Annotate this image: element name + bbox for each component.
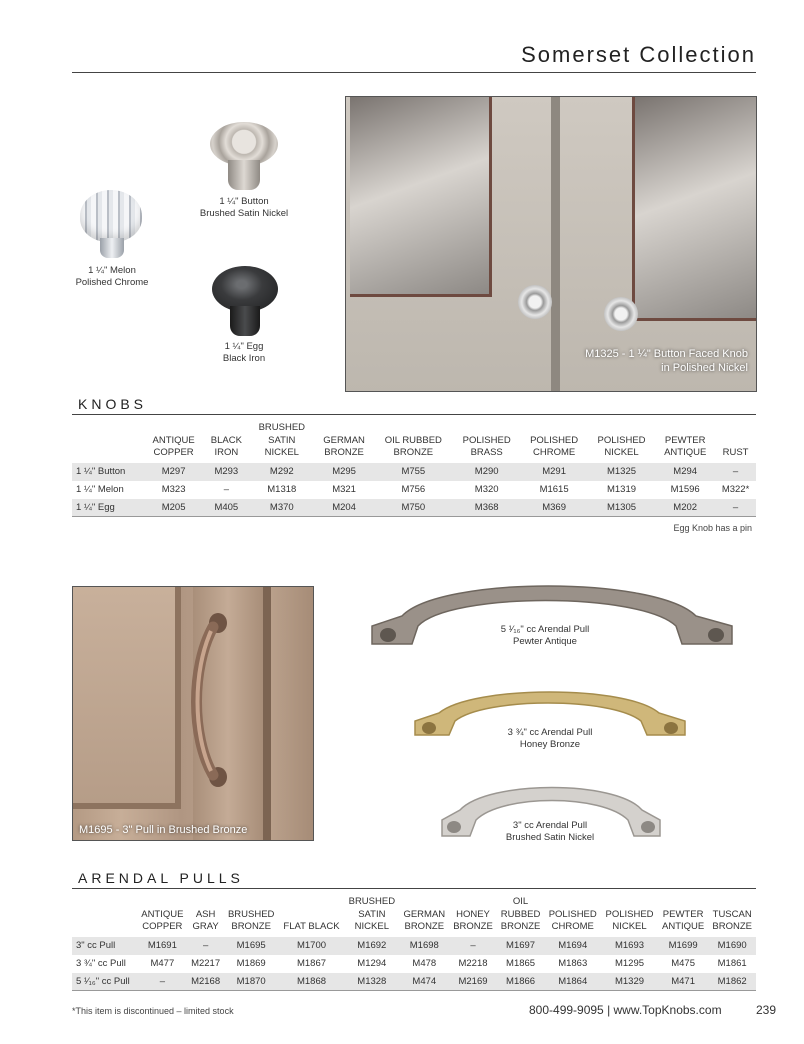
part-number-cell: – — [137, 973, 187, 991]
part-number-cell: M475 — [671, 958, 695, 969]
knobs-column-header: BRUSHED SATIN NICKEL — [258, 422, 306, 458]
part-number-cell: M1700 — [279, 937, 345, 955]
pulls-column-header: FLAT BLACK — [283, 921, 340, 932]
table-row — [72, 973, 756, 991]
part-number-cell: M756 — [401, 484, 426, 495]
part-number-cell: M297 — [144, 463, 204, 481]
row-label: 1 ¼" Melon — [76, 484, 124, 495]
cabinet-knob-photo — [345, 96, 757, 392]
part-number-cell: M294 — [655, 463, 715, 481]
pulls-column-header: BRUSHED SATIN NICKEL — [348, 896, 396, 932]
nickel-pull-size: 3" cc Arendal Pull — [512, 820, 588, 831]
honey-pull-finish: Honey Bronze — [519, 739, 581, 750]
row-label: 5 ¹⁄₁₆" cc Pull — [72, 973, 137, 991]
part-number-cell: M320 — [474, 484, 499, 495]
table-row — [72, 463, 756, 481]
knobs-header-blank — [72, 422, 144, 463]
knobs-column-header: OIL RUBBED BRONZE — [384, 434, 442, 458]
part-number-cell: M2218 — [458, 958, 488, 969]
knobs-column-header: POLISHED CHROME — [530, 434, 579, 458]
table-row — [72, 937, 756, 955]
part-number-cell: – — [223, 484, 229, 495]
button-knob-caption — [194, 196, 294, 220]
part-number-cell: M295 — [314, 463, 373, 481]
melon-knob-finish: Polished Chrome — [75, 277, 149, 288]
part-number-cell: M370 — [249, 499, 314, 517]
pulls-heading: ARENDAL PULLS — [78, 870, 244, 886]
part-number-cell: M1698 — [399, 937, 449, 955]
pull-in-photo — [73, 587, 314, 841]
photo-caption-line-2: in Polished Nickel — [661, 362, 748, 374]
part-number-cell: M1329 — [601, 973, 658, 991]
egg-knob-finish: Black Iron — [222, 353, 266, 364]
part-number-cell: M405 — [204, 499, 250, 517]
part-number-cell: M1867 — [296, 958, 327, 969]
pewter-pull-size: 5 ¹⁄₁₆" cc Arendal Pull — [500, 624, 590, 635]
part-number-cell: M2169 — [449, 973, 497, 991]
part-number-cell: M321 — [332, 484, 356, 495]
nickel-pull-finish: Brushed Satin Nickel — [505, 832, 595, 843]
egg-knob-note: Egg Knob has a pin — [673, 523, 752, 533]
row-label: 3 ¾" cc Pull — [76, 958, 126, 969]
pulls-divider — [72, 888, 756, 889]
part-number-cell: M1865 — [506, 958, 536, 969]
part-number-cell: M477 — [150, 958, 175, 969]
pewter-pull-finish: Pewter Antique — [513, 636, 577, 647]
part-number-cell: – — [449, 937, 497, 955]
pulls-column-header: OIL RUBBED BRONZE — [500, 896, 541, 932]
melon-knob-size: 1 ¼" Melon — [88, 265, 136, 276]
pulls-column-header: TUSCAN BRONZE — [712, 908, 752, 932]
part-number-cell: M1692 — [344, 937, 399, 955]
part-number-cell: M1861 — [717, 958, 747, 969]
part-number-cell: M1295 — [614, 958, 645, 969]
discontinued-note: *This item is discontinued – limited stock — [72, 1006, 234, 1016]
egg-knob-stem — [230, 306, 260, 336]
pulls-table-body — [72, 937, 756, 991]
pulls-column-header: HONEY BRONZE — [453, 908, 493, 932]
knobs-column-header: POLISHED NICKEL — [597, 434, 646, 458]
part-number-cell: M1868 — [279, 973, 345, 991]
part-number-cell: – — [188, 937, 224, 955]
part-number-cell: M2168 — [188, 973, 224, 991]
part-number-cell: M755 — [374, 463, 453, 481]
pulls-column-header: POLISHED CHROME — [548, 908, 597, 932]
part-number-cell: M1864 — [544, 973, 601, 991]
part-number-cell: M204 — [314, 499, 373, 517]
part-number-cell: M1862 — [708, 973, 756, 991]
pull-drawings — [360, 580, 740, 840]
part-number-cell: – — [715, 499, 756, 517]
part-number-cell: M1615 — [539, 484, 569, 495]
part-number-cell: M202 — [655, 499, 715, 517]
knobs-column-header: BLACK IRON — [210, 434, 242, 458]
melon-knob-stem — [100, 238, 124, 258]
pulls-column-header: GERMAN BRONZE — [403, 908, 446, 932]
part-number-cell: M1319 — [606, 484, 637, 495]
pulls-column-header: ASH GRAY — [192, 908, 219, 932]
part-number-cell: M1699 — [658, 937, 708, 955]
knobs-column-header: PEWTER ANTIQUE — [664, 434, 707, 458]
knobs-column-header: ANTIQUE COPPER — [152, 434, 195, 458]
pulls-column-header: PEWTER ANTIQUE — [662, 908, 705, 932]
part-number-cell: M290 — [453, 463, 520, 481]
page-number: 239 — [756, 1003, 777, 1017]
part-number-cell: M205 — [144, 499, 204, 517]
row-label: 1 ¼" Egg — [72, 499, 144, 517]
part-number-cell: M1863 — [558, 958, 588, 969]
honey-pull-size: 3 ¾" cc Arendal Pull — [507, 727, 593, 738]
knobs-column-header: POLISHED BRASS — [462, 434, 511, 458]
glass-panel-right — [632, 97, 757, 321]
knob-photo-right — [604, 297, 638, 331]
pewter-pull-caption — [465, 624, 625, 648]
knobs-heading: KNOBS — [78, 396, 148, 412]
knobs-table-body — [72, 463, 756, 517]
pulls-header-blank — [72, 896, 137, 937]
part-number-cell: M1866 — [497, 973, 545, 991]
part-number-cell: M1596 — [670, 484, 700, 495]
pulls-column-header: ANTIQUE COPPER — [141, 908, 184, 932]
part-number-cell: M1697 — [497, 937, 545, 955]
row-label: 1 ¼" Button — [72, 463, 144, 481]
button-knob-finish: Brushed Satin Nickel — [199, 208, 289, 219]
knobs-divider — [72, 414, 756, 415]
part-number-cell: M478 — [412, 958, 437, 969]
part-number-cell: M1870 — [224, 973, 279, 991]
pulls-table — [72, 896, 756, 991]
knobs-column-header: RUST — [722, 447, 749, 458]
part-number-cell: M474 — [399, 973, 449, 991]
pulls-table-header — [72, 896, 756, 937]
row-label: 3" cc Pull — [72, 937, 137, 955]
knobs-table — [72, 422, 756, 517]
title-divider — [72, 72, 756, 73]
part-number-cell: – — [715, 463, 756, 481]
part-number-cell: M292 — [249, 463, 314, 481]
nickel-pull-caption — [470, 820, 630, 844]
part-number-cell: M1294 — [357, 958, 387, 969]
part-number-cell: M323 — [161, 484, 186, 495]
part-number-cell: M1318 — [267, 484, 297, 495]
honey-pull-caption — [470, 727, 630, 751]
part-number-cell: M2217 — [191, 958, 221, 969]
cabinet-door-gap — [551, 97, 560, 392]
table-row — [72, 481, 756, 499]
cabinet-pull-photo — [72, 586, 314, 841]
table-row — [72, 499, 756, 517]
part-number-cell: M322* — [721, 484, 750, 495]
part-number-cell: M471 — [658, 973, 708, 991]
page-title: Somerset Collection — [521, 42, 756, 67]
part-number-cell: M1691 — [137, 937, 187, 955]
knobs-table-header — [72, 422, 756, 463]
part-number-cell: M1305 — [588, 499, 655, 517]
part-number-cell: M369 — [520, 499, 587, 517]
pulls-column-header: BRUSHED BRONZE — [227, 908, 275, 932]
part-number-cell: M1328 — [344, 973, 399, 991]
melon-knob-image — [80, 190, 142, 242]
knob-photo-left — [518, 285, 552, 319]
part-number-cell: M368 — [453, 499, 520, 517]
glass-panel-left — [350, 97, 492, 297]
part-number-cell: M1690 — [708, 937, 756, 955]
photo-caption-knob — [585, 347, 748, 375]
contact-info: 800-499-9095 | www.TopKnobs.com — [529, 1003, 722, 1017]
button-knob-stem — [228, 160, 260, 190]
photo-caption-pull: M1695 - 3" Pull in Brushed Bronze — [79, 824, 248, 836]
part-number-cell: M1695 — [224, 937, 279, 955]
knobs-column-header: GERMAN BRONZE — [323, 434, 365, 458]
button-knob-size: 1 ¼" Button — [219, 196, 269, 207]
part-number-cell: M291 — [520, 463, 587, 481]
part-number-cell: M293 — [204, 463, 250, 481]
part-number-cell: M1693 — [601, 937, 658, 955]
part-number-cell: M1325 — [588, 463, 655, 481]
table-row — [72, 955, 756, 973]
photo-caption-line-1: M1325 - 1 ¼" Button Faced Knob — [585, 348, 748, 360]
part-number-cell: M1869 — [236, 958, 266, 969]
part-number-cell: M750 — [374, 499, 453, 517]
part-number-cell: M1694 — [544, 937, 601, 955]
egg-knob-size: 1 ¼" Egg — [224, 341, 264, 352]
pulls-column-header: POLISHED NICKEL — [605, 908, 654, 932]
melon-knob-caption — [62, 265, 162, 289]
egg-knob-caption — [194, 341, 294, 365]
